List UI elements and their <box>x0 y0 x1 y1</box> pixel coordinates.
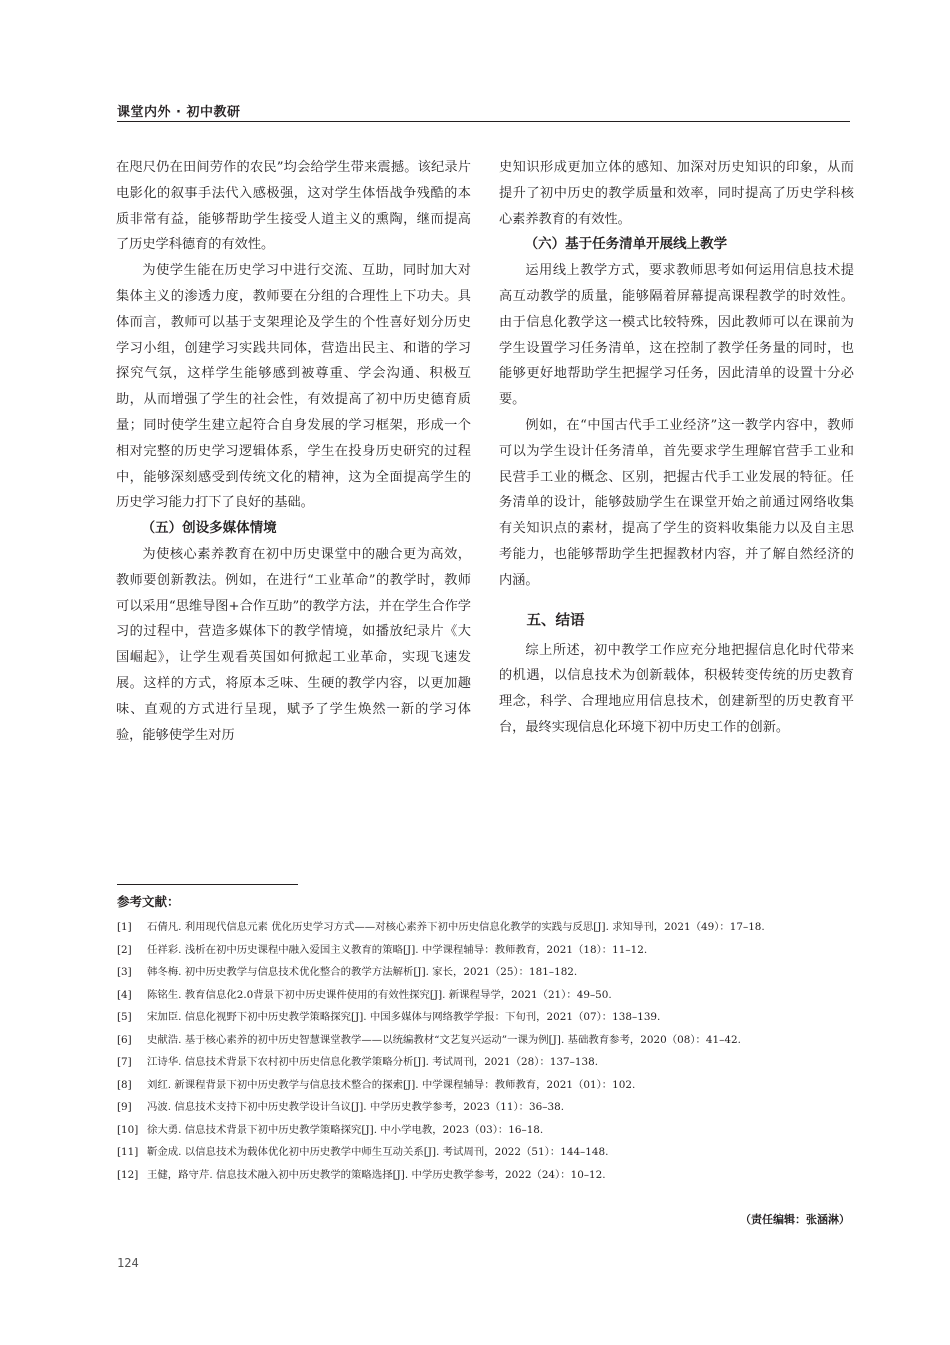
running-header-title: 课堂内外 · 初中教研 <box>117 105 241 120</box>
reference-text: 冯波. 信息技术支持下初中历史教学设计刍议[J]. 中学历史教学参考，2023（11）：36–38. <box>147 1101 564 1113</box>
section-heading-5: （五）创设多媒体情境 <box>141 520 277 537</box>
page-number: 124 <box>117 1256 139 1270</box>
conclusion-heading: 五、结语 <box>526 612 585 629</box>
left-paragraph-2: 为使学生能在历史学习中进行交流、互助，同时加大对集体主义的渗透力度，教师要在分组的合理性上下功夫。具体而言，教师可以基于支架理论及学生的个性喜好划分历史学习小组，创建学习实践共同体，营造出民主、和谐的学习探究气氛，这样学生能够感到被尊重、学会沟通、积极互助，从而增强了学生的社会性，有效提高了初中历史德育质量；同时使学生建立起符合自身发展的学习框架，形成一个相对完整的历史学习逻辑体系，学生在投身历史研究的过程中，能够深刻感受到传统文化的精神，这为全面提高学生的历史学习能力打下了良好的基础。 <box>116 263 471 511</box>
reference-item <box>117 1029 852 1052</box>
reference-item <box>117 1006 852 1029</box>
reference-item <box>117 1096 852 1119</box>
reference-text: 徐大勇. 信息技术背景下初中历史教学策略探究[J]. 中小学电教，2023（03）：16–18. <box>147 1123 544 1136</box>
left-column <box>116 155 471 748</box>
right-paragraph-3: 例如，在“中国古代手工业经济”这一教学内容中，教师可以为学生设计任务清单，首先要求学生理解官营手工业和民营手工业的概念、区别，把握古代手工业发展的特征。任务清单的设计，能够鼓励学生在课堂开始之前通过网络收集有关知识点的素材，提高了学生的资料收集能力以及自主思考能力，也能够帮助学生把握教材内容，并了解自然经济的内涵。 <box>499 417 854 588</box>
right-paragraph-4: 综上所述，初中教学工作应充分地把握信息化时代带来的机遇，以信息技术为创新载体，积极转变传统的历史教育理念，科学、合理地应用信息技术，创建新型的历史教育平台，最终实现信息化环境下初中历史工作的创新。 <box>499 642 854 735</box>
reference-item <box>117 1074 852 1097</box>
left-paragraph-3: 为使核心素养教育在初中历史课堂中的融合更为高效，教师要创新教法。例如，在进行“工业革命”的教学时，教师可以采用“思维导图+合作互助”的教学方法，并在学生合作学习的过程中，营造多媒体下的教学情境，如播放纪录片《大国崛起》，让学生观看英国如何掀起工业革命，实现飞速发展。这样的方式，将原本乏味、生硬的教学内容，以更加趣味、直观的方式进行呈现，赋予了学生焕然一新的学习体验，能够使学生对历 <box>116 546 471 743</box>
reference-text: 史献浩. 基于核心素养的初中历史智慧课堂教学——以统编教材“文艺复兴运动”一课为例[J]. 基础教育参考，2020（08）：41–42. <box>147 1033 741 1046</box>
reference-item <box>117 1164 852 1187</box>
reference-number: [10] <box>117 1123 139 1136</box>
reference-item <box>117 961 852 984</box>
reference-number: [12] <box>117 1168 139 1181</box>
reference-text: 刘红. 新课程背景下初中历史教学与信息技术整合的探索[J]. 中学课程辅导：教师教育，2021（01）：102. <box>147 1078 636 1091</box>
reference-text: 任祥彩. 浅析在初中历史课程中融入爱国主义教育的策略[J]. 中学课程辅导：教师教育，2021（18）：11–12. <box>147 943 648 956</box>
right-paragraph-2: 运用线上教学方式，要求教师思考如何运用信息技术提高互动教学的质量，能够隔着屏幕提高课程教学的时效性。由于信息化教学这一模式比较特殊，因此教师可以在课前为学生设置学习任务清单，这在控制了教学任务量的同时，也能够更好地帮助学生把握学习任务，因此清单的设置十分必要。 <box>499 263 854 408</box>
reference-list <box>117 916 852 1186</box>
editor-credit: （责任编辑：张涵淋） <box>740 1213 850 1226</box>
reference-number: [4] <box>117 988 132 1001</box>
reference-number: [7] <box>117 1056 132 1068</box>
reference-item <box>117 939 852 962</box>
reference-number: [11] <box>117 1146 139 1158</box>
reference-number: [3] <box>117 966 132 978</box>
reference-number: [1] <box>117 921 132 933</box>
section-heading-6: （六）基于任务清单开展线上教学 <box>524 236 728 253</box>
reference-text: 石倩凡. 利用现代信息元素 优化历史学习方式——对核心素养下初中历史信息化教学的实践与反思[J]. 求知导刊，2021（49）：17–18. <box>147 921 765 933</box>
reference-number: [2] <box>117 943 132 956</box>
reference-text: 宋加臣. 信息化视野下初中历史教学策略探究[J]. 中国多媒体与网络教学学报：下旬刊，2021（07）：138–139. <box>147 1011 661 1023</box>
left-paragraph-1: 在咫尺仍在田间劳作的农民”均会给学生带来震撼。该纪录片电影化的叙事手法代入感极强，这对学生体悟战争残酷的本质非常有益，能够帮助学生接受人道主义的熏陶，继而提高了历史学科德育的有效性。 <box>116 160 471 253</box>
references-rule <box>117 884 298 885</box>
reference-number: [8] <box>117 1078 132 1091</box>
reference-item <box>117 984 852 1007</box>
reference-item <box>117 916 852 939</box>
reference-number: [6] <box>117 1033 132 1046</box>
reference-number: [9] <box>117 1101 132 1113</box>
references-heading: 参考文献： <box>117 894 180 909</box>
right-column <box>499 155 854 741</box>
reference-item <box>117 1051 852 1074</box>
reference-number: [5] <box>117 1011 132 1023</box>
reference-item <box>117 1141 852 1164</box>
reference-text: 江诗华. 信息技术背景下农村初中历史信息化教学策略分析[J]. 考试周刊，2021（28）：137–138. <box>147 1056 598 1068</box>
reference-text: 韩冬梅. 初中历史教学与信息技术优化整合的教学方法解析[J]. 家长，2021（25）：181–182. <box>147 966 578 978</box>
header-rule <box>117 121 850 122</box>
right-paragraph-1: 史知识形成更加立体的感知、加深对历史知识的印象，从而提升了初中历史的教学质量和效率，同时提高了历史学科核心素养教育的有效性。 <box>499 160 854 227</box>
reference-text: 靳金成. 以信息技术为载体优化初中历史教学中师生互动关系[J]. 考试周刊，2022（51）：144–148. <box>147 1146 609 1158</box>
reference-text: 王健，路守芹. 信息技术融入初中历史教学的策略选择[J]. 中学历史教学参考，2022（24）：10–12. <box>147 1168 606 1181</box>
reference-text: 陈铭生. 教育信息化2.0背景下初中历史课件使用的有效性探究[J]. 新课程导学，2021（21）：49–50. <box>147 988 612 1001</box>
reference-item <box>117 1119 852 1142</box>
